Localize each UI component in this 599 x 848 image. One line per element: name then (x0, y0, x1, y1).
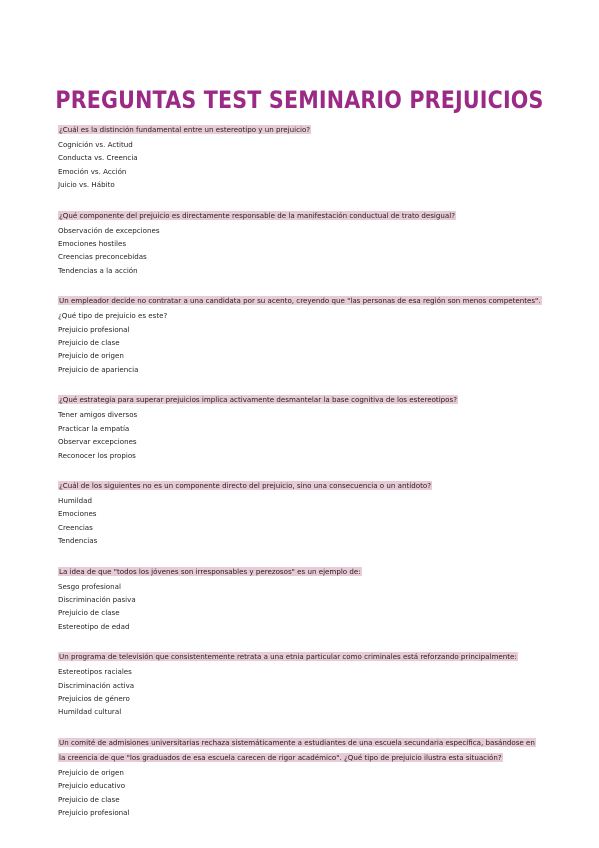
answer-option: Prejuicio educativo (58, 781, 126, 791)
answer-option: Prejuicio de clase (58, 608, 120, 618)
answer-option: Prejuicio de clase (58, 338, 120, 348)
answer-option: Estereotipos raciales (58, 667, 132, 677)
question-block (58, 647, 542, 719)
question-block (58, 476, 542, 548)
answer-option: Observar excepciones (58, 437, 137, 447)
answer-option: Discriminación pasiva (58, 594, 136, 604)
answer-option: Prejuicio de origen (58, 767, 124, 777)
question-block (58, 120, 542, 192)
answer-option: Prejuicio de clase (58, 794, 120, 804)
answer-option: Tendencias (58, 536, 98, 546)
answer-option: Sesgo profesional (58, 581, 121, 591)
question-text: Un programa de televisión que consistentemente retrata a una etnia particular como criminales está reforzando principalmente: (59, 652, 517, 662)
question-block (58, 291, 542, 376)
question-text: ¿Cuál de los siguientes no es un componente directo del prejuicio, sino una consecuencia o un antídoto? (59, 480, 431, 490)
answer-option: Emociones hostiles (58, 239, 127, 249)
answer-option: Prejuicio profesional (58, 324, 130, 334)
question-block (58, 390, 542, 462)
answer-option: Prejuicio profesional (58, 808, 130, 817)
answer-option: Juicio vs. Hábito (58, 180, 115, 190)
answer-option: Discriminación activa (58, 680, 135, 690)
answer-option: Practicar la empatía (58, 423, 130, 433)
answer-option: Cognición vs. Actitud (58, 140, 133, 149)
answer-option: Humildad cultural (58, 707, 122, 717)
question-subtext: ¿Qué tipo de prejuicio es este? (58, 311, 168, 321)
answer-option: Creencias preconcebidas (58, 252, 147, 262)
answer-option: Observación de excepciones (58, 225, 160, 235)
question-block (58, 562, 542, 634)
answer-option: Emociones (58, 509, 97, 519)
answer-option: Humildad (58, 495, 93, 505)
answer-option: Prejuicio de origen (58, 351, 124, 361)
answer-option: Emoción vs. Acción (58, 166, 127, 176)
answer-option: Creencias (58, 522, 93, 532)
question-block (58, 733, 542, 820)
answer-option: Estereotipo de edad (58, 621, 130, 631)
question-text: ¿Qué estrategia para superar prejuicios implica activamente desmantelar la base cognitiva de los estereotipos? (59, 395, 457, 405)
answer-option: Reconocer los propios (58, 450, 136, 460)
question-block (58, 206, 542, 278)
question-text: La idea de que "todos los jóvenes son irresponsables y perezosos" es un ejemplo de: (59, 566, 361, 576)
question-text: Un empleador decide no contratar a una candidata por su acento, creyendo que "las personas de esa región son menos competentes". (59, 296, 541, 306)
answer-option: Tener amigos diversos (58, 410, 138, 420)
answer-option: Conducta vs. Creencia (58, 153, 138, 163)
document-title: PREGUNTAS TEST SEMINARIO PREJUICIOS (55, 86, 544, 114)
question-text: Un comité de admisiones universitarias rechaza sistemáticamente a estudiantes de una escuela secundaria específica, basándose en la creencia de que "los graduados de esa escuela carecen de rigor académico". ¿Qué tipo de prejuicio ilustra esta situación? (59, 737, 535, 762)
questions-list (58, 120, 542, 833)
question-text: ¿Qué componente del prejuicio es directamente responsable de la manifestación conductual de trato desigual? (59, 210, 455, 220)
question-text: ¿Cuál es la distinción fundamental entre un estereotipo y un prejuicio? (59, 125, 311, 134)
answer-option: Tendencias a la acción (58, 265, 138, 275)
answer-option: Prejuicio de apariencia (58, 364, 139, 374)
answer-option: Prejuicios de género (58, 693, 130, 703)
